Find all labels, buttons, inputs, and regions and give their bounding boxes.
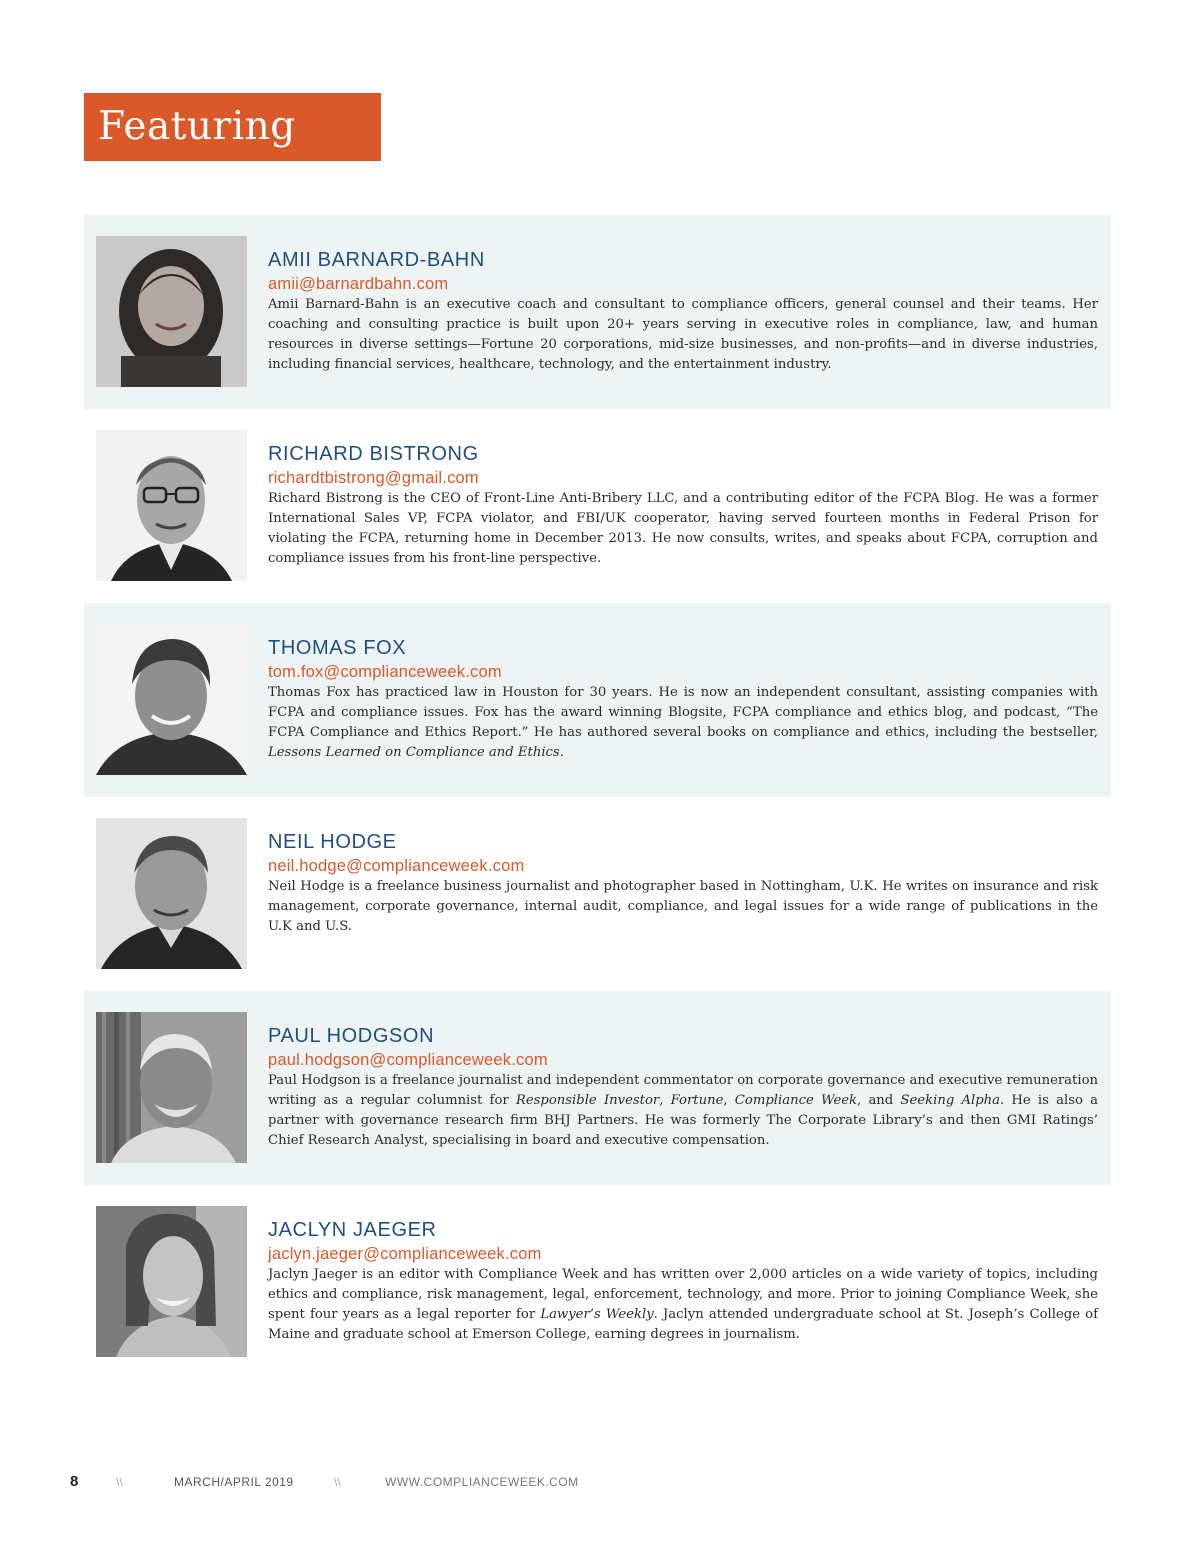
profile-list: [84, 215, 1111, 1379]
headshot-photo: [96, 236, 247, 387]
profile-name: NEIL HODGE: [268, 831, 397, 853]
profile-name: PAUL HODGSON: [268, 1025, 435, 1047]
profile-card: [84, 409, 1111, 603]
profile-name: RICHARD BISTRONG: [268, 443, 479, 465]
profile-bio: Thomas Fox has practiced law in Houston for 30 years. He is now an independent consultant, assisting companies with FCPA and compliance issues. Fox has the award winning Blogsite, FCPA compliance and ethics blog, and podcast, “The FCPA Compliance and Ethics Report.” He has authored several books on compliance and ethics, including the bestseller, Lessons Learned on Compliance and Ethics.: [268, 685, 1098, 760]
headshot-photo: [96, 818, 247, 969]
profile-bio: Paul Hodgson is a freelance journalist and independent commentator on corporate governance and executive remuneration writing as a regular columnist for Responsible Investor, Fortune, Compliance Week, and Seeking Alpha. He is also a partner with governance research firm BHJ Partners. He was formerly The Corporate Library’s and then GMI Ratings’ Chief Research Analyst, specialising in board and executive compensation.: [268, 1073, 1098, 1148]
footer-separator: \\: [116, 1475, 123, 1489]
profile-name: THOMAS FOX: [268, 637, 407, 659]
footer-separator: \\: [334, 1475, 341, 1489]
profile-name: JACLYN JAEGER: [268, 1219, 437, 1241]
profile-text: [268, 247, 1098, 375]
profile-email-link[interactable]: richardtbistrong@gmail.com: [268, 469, 479, 487]
profile-card: [84, 991, 1111, 1185]
headshot-photo: [96, 624, 247, 775]
profile-text: [268, 1023, 1098, 1151]
profile-name: AMII BARNARD-BAHN: [268, 249, 485, 271]
headshot-photo: [96, 1206, 247, 1357]
profile-email-link[interactable]: neil.hodge@complianceweek.com: [268, 857, 525, 875]
profile-bio: Neil Hodge is a freelance business journalist and photographer based in Nottingham, U.K. He writes on insurance and risk management, corporate governance, internal audit, compliance, and legal issues for a wide range of publications in the U.K and U.S.: [268, 879, 1098, 934]
profile-bio: Amii Barnard-Bahn is an executive coach and consultant to compliance officers, general counsel and their teams. Her coaching and consulting practice is built upon 20+ years serving in executive roles in compliance, law, and human resources in diverse settings—Fortune 20 corporations, mid-size businesses, and non-profits—and in diverse industries, including financial services, healthcare, technology, and the entertainment industry.: [268, 297, 1098, 372]
profile-card: [84, 603, 1111, 797]
profile-email-link[interactable]: jaclyn.jaeger@complianceweek.com: [268, 1245, 542, 1263]
profile-bio: Jaclyn Jaeger is an editor with Compliance Week and has written over 2,000 articles on a wide variety of topics, including ethics and compliance, risk management, legal, enforcement, technology, and more. Prior to joining Compliance Week, she spent four years as a legal reporter for Lawyer’s Weekly. Jaclyn attended undergraduate school at St. Joseph’s College of Maine and graduate school at Emerson College, earning degrees in journalism.: [268, 1267, 1098, 1342]
featuring-banner: [84, 93, 381, 161]
profile-card: [84, 1185, 1111, 1379]
headshot-photo: [96, 430, 247, 581]
banner-title: Featuring: [98, 104, 296, 149]
profile-text: [268, 829, 1098, 937]
profile-text: [268, 441, 1098, 569]
profile-text: [268, 1217, 1098, 1345]
profile-card: [84, 797, 1111, 991]
website-link[interactable]: WWW.COMPLIANCEWEEK.COM: [385, 1475, 579, 1489]
profile-email-link[interactable]: paul.hodgson@complianceweek.com: [268, 1051, 548, 1069]
headshot-photo: [96, 1012, 247, 1163]
profile-bio: Richard Bistrong is the CEO of Front-Line Anti-Bribery LLC, and a contributing editor of the FCPA Blog. He was a former International Sales VP, FCPA violator, and FBI/UK cooperator, having served fourteen months in Federal Prison for violating the FCPA, returning home in December 2013. He now consults, writes, and speaks about FCPA, corruption and compliance issues from his front-line perspective.: [268, 491, 1098, 566]
page-footer: [70, 1472, 770, 1494]
profile-card: [84, 215, 1111, 409]
page-number: 8: [70, 1473, 79, 1490]
profile-text: [268, 635, 1098, 763]
issue-date: MARCH/APRIL 2019: [174, 1475, 294, 1489]
profile-email-link[interactable]: amii@barnardbahn.com: [268, 275, 449, 293]
profile-email-link[interactable]: tom.fox@complianceweek.com: [268, 663, 502, 681]
